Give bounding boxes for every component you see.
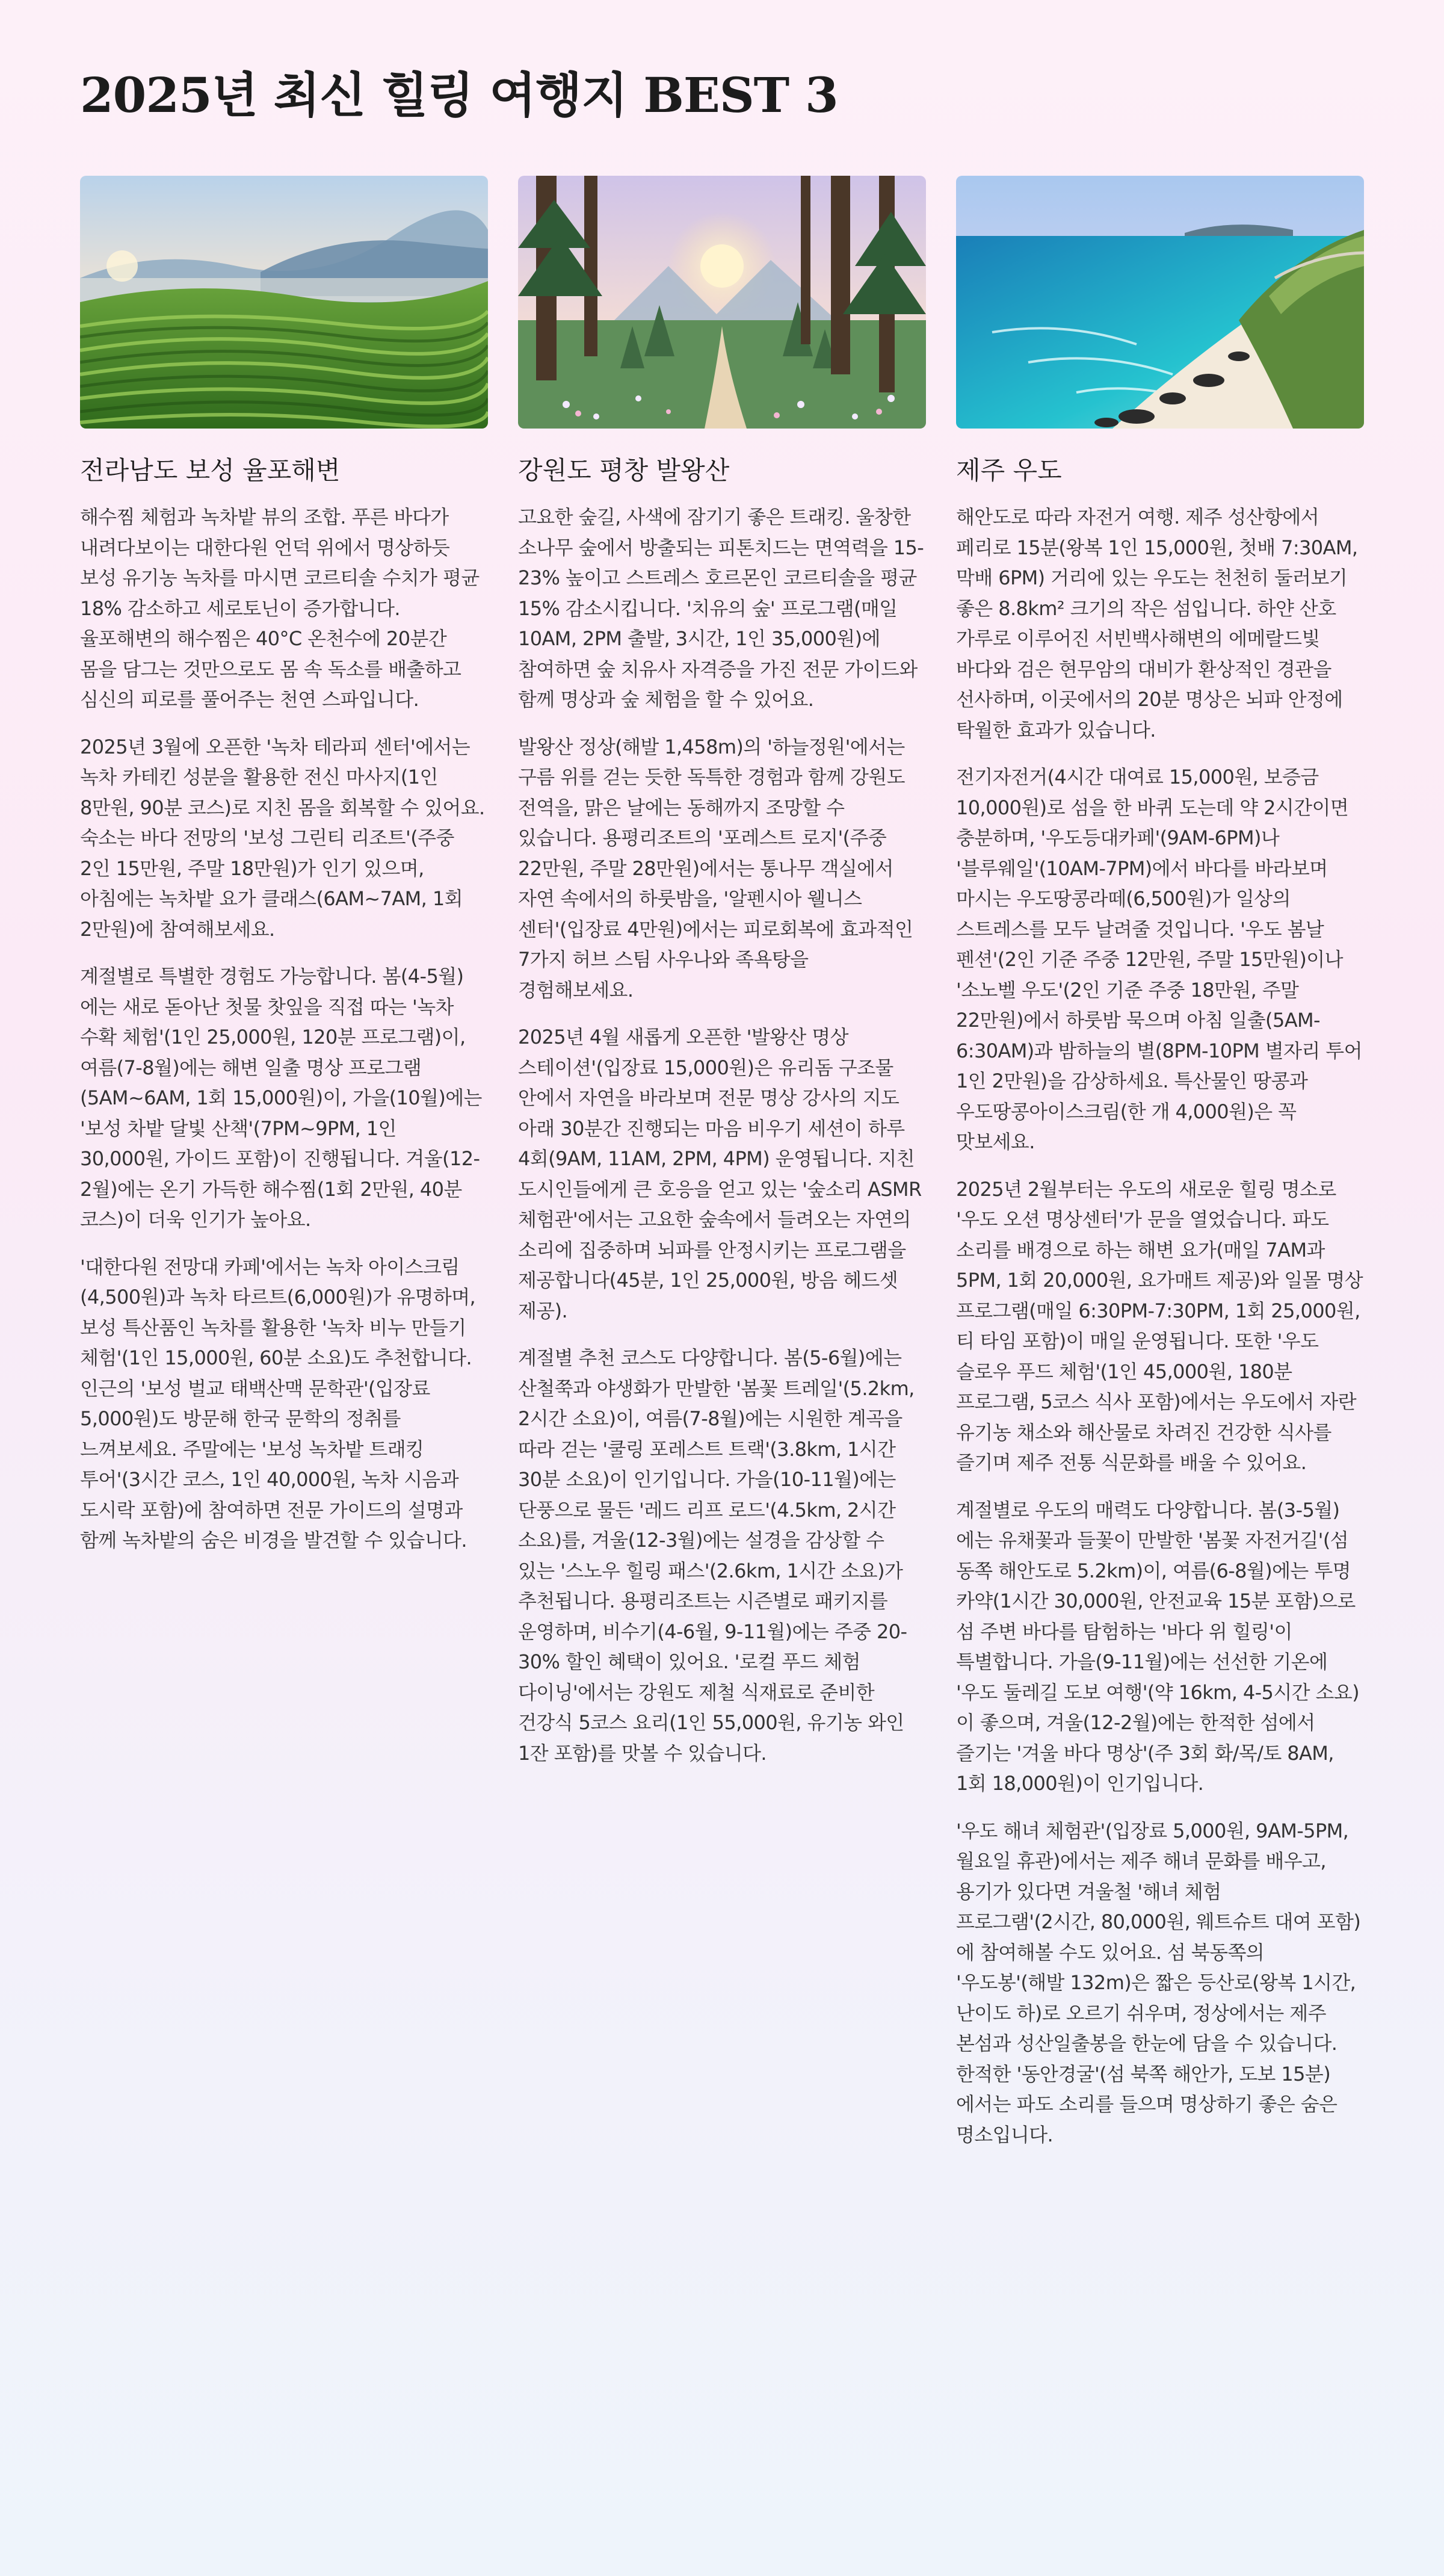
- destination-card-pyeongchang: [518, 176, 926, 2167]
- destination-paragraph: 고요한 숲길, 사색에 잠기기 좋은 트래킹. 울창한 소나무 숲에서 방출되는 피톤치드는 면역력을 15-23% 높이고 스트레스 호르몬인 코르티솔을 평균 15% 감소시킵니다. '치유의 숲' 프로그램(매일 10AM, 2PM 출발, 3시간, 1인 35,000원)에 참여하면 숲 치유사 자격증을 가진 전문 가이드와 함께 명상과 숲 체험을 할 수 있어요.: [518, 506, 924, 711]
- destination-title: 강원도 평창 발왕산: [518, 456, 730, 485]
- coastal-beach-icon: [956, 176, 1364, 429]
- destination-card-udo: [956, 176, 1364, 2167]
- destination-paragraph: 계절별로 우도의 매력도 다양합니다. 봄(3-5월)에는 유채꽃과 들꽃이 만발한 '봄꽃 자전거길'(섬 동쪽 해안도로 5.2km)이, 여름(6-8월)에는 투명 카약(1시간 30,000원, 안전교육 15분 포함)으로 섬 주변 바다를 탐험하는 '바다 위 힐링'이 특별합니다. 가을(9-11월)에는 선선한 기온에 '우도 둘레길 도보 여행'(약 16km, 4-5시간 소요)이 좋으며, 겨울(12-2월)에는 한적한 섬에서 즐기는 '겨울 바다 명상'(주 3회 화/목/토 8AM, 1회 18,000원)이 인기입니다.: [956, 1498, 1360, 1795]
- destination-paragraph: 2025년 4월 새롭게 오픈한 '발왕산 명상 스테이션'(입장료 15,000원)은 유리돔 구조물 안에서 자연을 바라보며 전문 명상 강사의 지도 아래 30분간 진행되는 마음 비우기 세션이 하루 4회(9AM, 11AM, 2PM, 4PM) 운영됩니다. 지친 도시인들에게 큰 호응을 얻고 있는 '숲소리 ASMR 체험관'에서는 고요한 숲속에서 들려오는 자연의 소리에 집중하며 뇌파를 안정시키는 프로그램을 제공합니다(45분, 1인 25,000원, 방음 헤드셋 제공).: [518, 1026, 922, 1322]
- destination-paragraph: '우도 해녀 체험관'(입장료 5,000원, 9AM-5PM, 월요일 휴관)에서는 제주 해녀 문화를 배우고, 용기가 있다면 겨울철 '해녀 체험 프로그램'(2시간, 80,000원, 웨트슈트 대여 포함)에 참여해볼 수도 있어요. 섬 북동쪽의 '우도봉'(해발 132m)은 짧은 등산로(왕복 1시간, 난이도 하)로 오르기 쉬우며, 정상에서는 제주 본섬과 성산일출봉을 한눈에 담을 수 있습니다. 한적한 '동안경굴'(섬 북쪽 해안가, 도보 15분)에서는 파도 소리를 들으며 명상하기 좋은 숨은 명소입니다.: [956, 1819, 1361, 2146]
- destination-title: 전라남도 보성 율포해변: [80, 456, 341, 485]
- page-title: 2025년 최신 힐링 여행지 BEST 3: [80, 67, 838, 123]
- destination-paragraph: 계절별 추천 코스도 다양합니다. 봄(5-6월)에는 산철쭉과 야생화가 만발한 '봄꽃 트레일'(5.2km, 2시간 소요)이, 여름(7-8월)에는 시원한 계곡을 따라 걷는 '쿨링 포레스트 트랙'(3.8km, 1시간 30분 소요)이 인기입니다. 가을(10-11월)에는 단풍으로 물든 '레드 리프 로드'(4.5km, 2시간 소요)를, 겨울(12-3월)에는 설경을 감상할 수 있는 '스노우 힐링 패스'(2.6km, 1시간 소요)가 추천됩니다. 용평리조트는 시즌별로 패키지를 운영하며, 비수기(4-6월, 9-11월)에는 주중 20-30% 할인 혜택이 있어요. '로컬 푸드 체험 다이닝'에서는 강원도 제철 식재료로 준비한 건강식 5코스 요리(1인 55,000원, 유기농 와인 1잔 포함)를 맛볼 수 있습니다.: [518, 1346, 915, 1765]
- destination-paragraph: 2025년 2월부터는 우도의 새로운 힐링 명소로 '우도 오션 명상센터'가 문을 열었습니다. 파도 소리를 배경으로 하는 해변 요가(매일 7AM과 5PM, 1회 20,000원, 요가매트 제공)와 일몰 명상 프로그램(매일 6:30PM-7:30PM, 1회 25,000원, 티 타임 포함)이 매일 운영됩니다. 또한 '우도 슬로우 푸드 체험'(1인 45,000원, 180분 프로그램, 5코스 식사 포함)에서는 우도에서 자란 유기농 채소와 해산물로 차려진 건강한 식사를 즐기며 제주 전통 식문화를 배울 수 있어요.: [956, 1177, 1363, 1474]
- destination-columns: [80, 176, 1364, 2167]
- destination-paragraph: 해수찜 체험과 녹차밭 뷰의 조합. 푸른 바다가 내려다보이는 대한다원 언덕 위에서 명상하듯 보성 유기농 녹차를 마시면 코르티솔 수치가 평균 18% 감소하고 세로토닌이 증가합니다. 율포해변의 해수찜은 40°C 온천수에 20분간 몸을 담그는 것만으로도 몸 속 독소를 배출하고 심신의 피로를 풀어주는 천연 스파입니다.: [80, 506, 480, 711]
- destination-paragraph: 발왕산 정상(해발 1,458m)의 '하늘정원'에서는 구름 위를 걷는 듯한 독특한 경험과 함께 강원도 전역을, 맑은 날에는 동해까지 조망할 수 있습니다. 용평리조트의 '포레스트 로지'(주중 22만원, 주말 28만원)에서는 통나무 객실에서 자연 속에서의 하룻밤을, '알펜시아 웰니스 센터'(입장료 4만원)에서는 피로회복에 효과적인 7가지 허브 스팀 사우나와 족욕탕을 경험해보세요.: [518, 735, 913, 1002]
- destination-paragraph: 계절별로 특별한 경험도 가능합니다. 봄(4-5월)에는 새로 돋아난 첫물 찻잎을 직접 따는 '녹차 수확 체험'(1인 25,000원, 120분 프로그램)이, 여름(7-8월)에는 해변 일출 명상 프로그램(5AM~6AM, 1회 15,000원)이, 가을(10월)에는 '보성 차밭 달빛 산책'(7PM~9PM, 1인 30,000원, 가이드 포함)이 진행됩니다. 겨울(12-2월)에는 온기 가득한 해수찜(1회 2만원, 40분 코스)이 더욱 인기가 높아요.: [80, 965, 482, 1231]
- destination-card-boseong: [80, 176, 488, 2167]
- green-tea-field-icon: [80, 176, 488, 429]
- destination-paragraph: 해안도로 따라 자전거 여행. 제주 성산항에서 페리로 15분(왕복 1인 15,000원, 첫배 7:30AM, 막배 6PM) 거리에 있는 우도는 천천히 둘러보기 좋은 8.8km² 크기의 작은 섬입니다. 하얀 산호 가루로 이루어진 서빈백사해변의 에메랄드빛 바다와 검은 현무암의 대비가 환상적인 경관을 선사하며, 이곳에서의 20분 명상은 뇌파 안정에 탁월한 효과가 있습니다.: [956, 506, 1358, 742]
- forest-path-icon: [518, 176, 926, 429]
- destination-paragraph: '대한다원 전망대 카페'에서는 녹차 아이스크림(4,500원)과 녹차 타르트(6,000원)가 유명하며, 보성 특산품인 녹차를 활용한 '녹차 비누 만들기 체험'(1인 15,000원, 60분 소요)도 추천합니다. 인근의 '보성 벌교 태백산맥 문학관'(입장료 5,000원)도 방문해 한국 문학의 정취를 느껴보세요. 주말에는 '보성 녹차밭 트래킹 투어'(3시간 코스, 1인 40,000원, 녹차 시음과 도시락 포함)에 참여하면 전문 가이드의 설명과 함께 녹차밭의 숨은 비경을 발견할 수 있습니다.: [80, 1255, 476, 1552]
- destination-paragraph: 전기자전거(4시간 대여료 15,000원, 보증금 10,000원)로 섬을 한 바퀴 도는데 약 2시간이면 충분하며, '우도등대카페'(9AM-6PM)나 '블루웨일'(10AM-7PM)에서 바다를 바라보며 마시는 우도땅콩라떼(6,500원)가 일상의 스트레스를 모두 날려줄 것입니다. '우도 봄날 펜션'(2인 기준 주중 12만원, 주말 15만원)이나 '소노벨 우도'(2인 기준 주중 18만원, 주말 22만원)에서 하룻밤 묵으며 아침 일출(5AM-6:30AM)과 밤하늘의 별(8PM-10PM 별자리 투어 1인 2만원)을 감상하세요. 특산물인 땅콩과 우도땅콩아이스크림(한 개 4,000원)은 꼭 맛보세요.: [956, 766, 1362, 1153]
- destination-paragraph: 2025년 3월에 오픈한 '녹차 테라피 센터'에서는 녹차 카테킨 성분을 활용한 전신 마사지(1인 8만원, 90분 코스)로 지친 몸을 회복할 수 있어요. 숙소는 바다 전망의 '보성 그린티 리조트'(주중 2인 15만원, 주말 18만원)가 인기 있으며, 아침에는 녹차밭 요가 클래스(6AM~7AM, 1회 2만원)에 참여해보세요.: [80, 735, 485, 941]
- destination-title: 제주 우도: [956, 456, 1062, 485]
